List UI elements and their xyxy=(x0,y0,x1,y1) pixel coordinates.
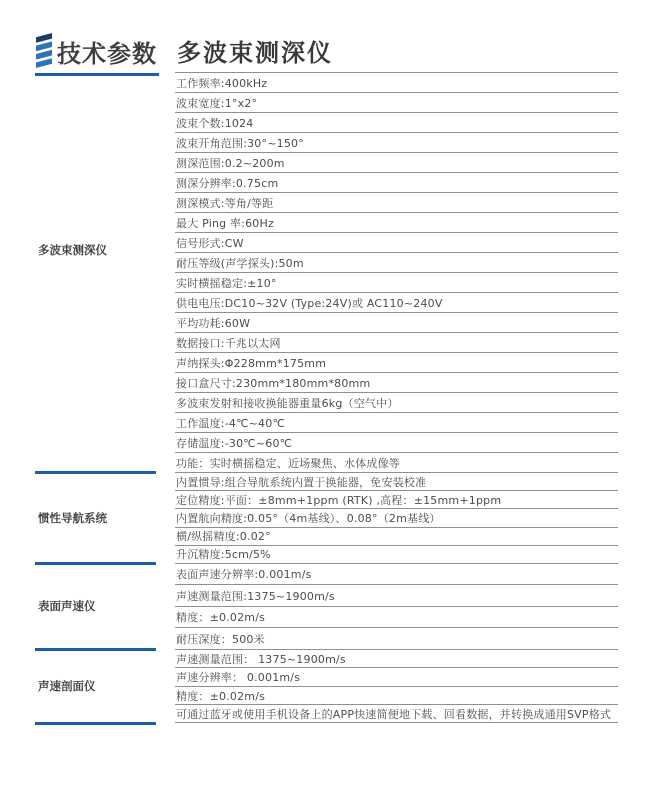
category-column xyxy=(0,72,175,723)
spec-text: 横/纵摇精度:0.02° xyxy=(176,530,271,544)
spec-row xyxy=(175,472,618,490)
spec-text: 精度：±0.02m/s xyxy=(176,689,266,703)
spec-text: 供电电压:DC10~32V (Type:24V)或 AC110~240V xyxy=(176,296,443,310)
spec-text: 平均功耗:60W xyxy=(176,316,251,330)
spec-text: 存储温度:-30℃~60℃ xyxy=(176,436,293,450)
spec-row xyxy=(175,527,618,545)
category-cell xyxy=(0,563,175,649)
spec-text: 信号形式:CW xyxy=(176,236,244,250)
spec-row xyxy=(175,292,618,312)
spec-row xyxy=(175,132,618,152)
spec-text: 工作频率:400kHz xyxy=(176,76,268,90)
spec-text: 耐压等级(声学探头):50m xyxy=(176,256,304,270)
spec-row xyxy=(175,545,618,563)
spec-row xyxy=(175,232,618,252)
spec-row xyxy=(175,72,618,92)
spec-text: 测深分辨率:0.75cm xyxy=(176,176,279,190)
spec-row xyxy=(175,563,618,585)
spec-text: 精度：±0.02m/s xyxy=(176,611,266,625)
spec-row xyxy=(175,686,618,705)
spec-text: 数据接口:千兆以太网 xyxy=(176,336,281,350)
spec-row xyxy=(175,212,618,232)
spec-text: 多波束发射和接收换能器重量6kg（空气中） xyxy=(176,396,399,410)
spec-row xyxy=(175,152,618,172)
spec-text: 声速分辨率： 0.001m/s xyxy=(176,671,301,685)
spec-text: 声速测量范围:1375~1900m/s xyxy=(176,589,335,603)
spec-row xyxy=(175,649,618,668)
spec-text: 波束开角范围:30°~150° xyxy=(176,136,304,150)
spec-row xyxy=(175,352,618,372)
spec-rows-column xyxy=(175,72,618,723)
spec-row xyxy=(175,172,618,192)
spec-row xyxy=(175,667,618,686)
category-label: 惯性导航系统 xyxy=(38,510,107,525)
product-title: 多波束测深仪 xyxy=(177,39,333,67)
spec-row xyxy=(175,508,618,526)
category-label: 多波束测深仪 xyxy=(38,243,107,257)
spec-row xyxy=(175,272,618,292)
spec-text: 波束宽度:1°x2° xyxy=(176,96,258,110)
spec-text: 内置惯导:组合导航系统内置于换能器，免安装校准 xyxy=(176,475,427,489)
spec-row xyxy=(175,332,618,352)
spec-row xyxy=(175,112,618,132)
spec-table xyxy=(0,72,660,723)
spec-text: 测深模式:等角/等距 xyxy=(176,196,274,210)
spec-row xyxy=(175,584,618,606)
spec-text: 内置航向精度:0.05°（4m基线）、0.08°（2m基线） xyxy=(176,511,441,525)
spec-row xyxy=(175,490,618,508)
category-label: 表面声速仪 xyxy=(38,599,96,613)
spec-text: 表面声速分辨率:0.001m/s xyxy=(176,568,312,582)
spec-text: 升沉精度:5cm/5% xyxy=(176,548,271,562)
spec-text: 可通过蓝牙或使用手机设备上的APP快速简便地下载、回看数据，并转换成通用SVP格式 xyxy=(176,707,612,721)
spec-row xyxy=(175,627,618,649)
spec-text: 波束个数:1024 xyxy=(176,116,254,130)
spec-text: 声速测量范围： 1375~1900m/s xyxy=(176,652,346,666)
section-rows xyxy=(175,472,618,563)
spec-text: 接口盒尺寸:230mm*180mm*80mm xyxy=(176,376,371,390)
category-label: 声速剖面仪 xyxy=(38,679,96,693)
spec-text: 耐压深度：500米 xyxy=(176,632,265,646)
spec-text: 定位精度:平面：±8mm+1ppm (RTK) ,高程：±15mm+1ppm xyxy=(176,493,502,507)
section-rows xyxy=(175,649,618,723)
spec-row xyxy=(175,452,618,472)
layered-stripes-icon xyxy=(36,33,52,68)
spec-row xyxy=(175,312,618,332)
section-rows xyxy=(175,72,618,472)
section-rows xyxy=(175,563,618,649)
spec-row xyxy=(175,92,618,112)
spec-row xyxy=(175,606,618,628)
spec-row xyxy=(175,252,618,272)
page-section-title: 技术参数 xyxy=(57,40,157,68)
spec-text: 工作温度:-4℃~40℃ xyxy=(176,416,285,430)
category-cell xyxy=(0,649,175,723)
spec-row xyxy=(175,192,618,212)
spec-row xyxy=(175,412,618,432)
category-cell xyxy=(0,72,175,472)
spec-text: 最大 Ping 率:60Hz xyxy=(176,216,274,230)
spec-text: 测深范围:0.2~200m xyxy=(176,156,285,170)
spec-text: 实时横摇稳定:±10° xyxy=(176,276,277,290)
spec-row xyxy=(175,392,618,412)
spec-row xyxy=(175,432,618,452)
category-cell xyxy=(0,472,175,563)
spec-text: 功能：实时横摇稳定、近场聚焦、水体成像等 xyxy=(176,456,400,470)
spec-row xyxy=(175,704,618,723)
spec-row xyxy=(175,372,618,392)
section-divider-line xyxy=(35,722,156,725)
spec-text: 声纳探头:Φ228mm*175mm xyxy=(176,356,327,370)
